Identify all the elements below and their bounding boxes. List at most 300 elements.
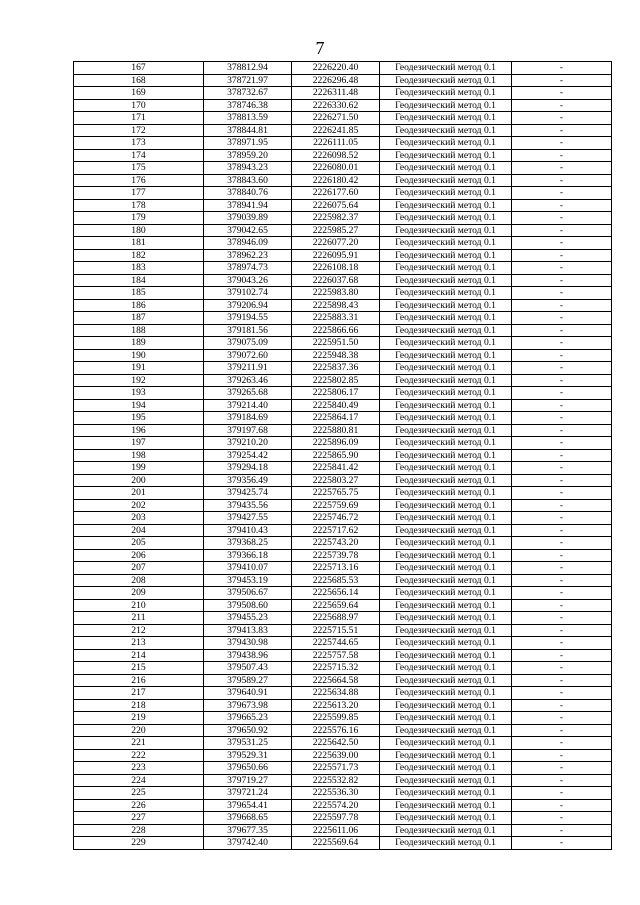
y-coordinate-cell: 2225841.42 [292, 462, 380, 475]
point-number-cell: 176 [74, 174, 204, 187]
method-cell: Геодезический метод 0.1 [380, 462, 512, 475]
table-row [74, 149, 612, 162]
table-row [74, 662, 612, 675]
table-row [74, 262, 612, 275]
note-cell: - [512, 474, 612, 487]
x-coordinate-cell: 379430.98 [204, 637, 292, 650]
x-coordinate-cell: 378943.23 [204, 162, 292, 175]
method-cell: Геодезический метод 0.1 [380, 749, 512, 762]
point-number-cell: 193 [74, 387, 204, 400]
y-coordinate-cell: 2225864.17 [292, 412, 380, 425]
x-coordinate-cell: 379507.43 [204, 662, 292, 675]
point-number-cell: 195 [74, 412, 204, 425]
y-coordinate-cell: 2226095.91 [292, 249, 380, 262]
table-row [74, 137, 612, 150]
x-coordinate-cell: 379654.41 [204, 799, 292, 812]
method-cell: Геодезический метод 0.1 [380, 662, 512, 675]
point-number-cell: 180 [74, 224, 204, 237]
y-coordinate-cell: 2226111.05 [292, 137, 380, 150]
note-cell: - [512, 599, 612, 612]
table-row [74, 437, 612, 450]
point-number-cell: 212 [74, 624, 204, 637]
note-cell: - [512, 787, 612, 800]
table-row [74, 349, 612, 362]
y-coordinate-cell: 2225634.88 [292, 687, 380, 700]
note-cell: - [512, 537, 612, 550]
y-coordinate-cell: 2226075.64 [292, 199, 380, 212]
method-cell: Геодезический метод 0.1 [380, 774, 512, 787]
y-coordinate-cell: 2225613.20 [292, 699, 380, 712]
method-cell: Геодезический метод 0.1 [380, 137, 512, 150]
point-number-cell: 217 [74, 687, 204, 700]
table-row [74, 337, 612, 350]
table-row [74, 612, 612, 625]
table-row [74, 162, 612, 175]
point-number-cell: 183 [74, 262, 204, 275]
method-cell: Геодезический метод 0.1 [380, 362, 512, 375]
point-number-cell: 206 [74, 549, 204, 562]
point-number-cell: 226 [74, 799, 204, 812]
point-number-cell: 207 [74, 562, 204, 575]
point-number-cell: 173 [74, 137, 204, 150]
method-cell: Геодезический метод 0.1 [380, 249, 512, 262]
method-cell: Геодезический метод 0.1 [380, 224, 512, 237]
x-coordinate-cell: 379589.27 [204, 674, 292, 687]
x-coordinate-cell: 379650.92 [204, 724, 292, 737]
y-coordinate-cell: 2225639.00 [292, 749, 380, 762]
method-cell: Геодезический метод 0.1 [380, 762, 512, 775]
y-coordinate-cell: 2225685.53 [292, 574, 380, 587]
method-cell: Геодезический метод 0.1 [380, 499, 512, 512]
y-coordinate-cell: 2225757.58 [292, 649, 380, 662]
note-cell: - [512, 487, 612, 500]
note-cell: - [512, 299, 612, 312]
x-coordinate-cell: 379265.68 [204, 387, 292, 400]
method-cell: Геодезический метод 0.1 [380, 637, 512, 650]
note-cell: - [512, 349, 612, 362]
method-cell: Геодезический метод 0.1 [380, 587, 512, 600]
point-number-cell: 202 [74, 499, 204, 512]
y-coordinate-cell: 2225837.36 [292, 362, 380, 375]
note-cell: - [512, 387, 612, 400]
point-number-cell: 214 [74, 649, 204, 662]
note-cell: - [512, 324, 612, 337]
note-cell: - [512, 174, 612, 187]
note-cell: - [512, 137, 612, 150]
point-number-cell: 192 [74, 374, 204, 387]
note-cell: - [512, 549, 612, 562]
y-coordinate-cell: 2225744.65 [292, 637, 380, 650]
point-number-cell: 218 [74, 699, 204, 712]
x-coordinate-cell: 379263.46 [204, 374, 292, 387]
y-coordinate-cell: 2226098.52 [292, 149, 380, 162]
table-row [74, 487, 612, 500]
note-cell: - [512, 212, 612, 225]
table-row [74, 499, 612, 512]
x-coordinate-cell: 378941.94 [204, 199, 292, 212]
y-coordinate-cell: 2226330.62 [292, 99, 380, 112]
table-row [74, 249, 612, 262]
method-cell: Геодезический метод 0.1 [380, 287, 512, 300]
note-cell: - [512, 262, 612, 275]
y-coordinate-cell: 2225982.37 [292, 212, 380, 225]
x-coordinate-cell: 379075.09 [204, 337, 292, 350]
x-coordinate-cell: 379211.91 [204, 362, 292, 375]
method-cell: Геодезический метод 0.1 [380, 212, 512, 225]
x-coordinate-cell: 379039.89 [204, 212, 292, 225]
note-cell: - [512, 749, 612, 762]
method-cell: Геодезический метод 0.1 [380, 174, 512, 187]
y-coordinate-cell: 2225865.90 [292, 449, 380, 462]
x-coordinate-cell: 379184.69 [204, 412, 292, 425]
point-number-cell: 215 [74, 662, 204, 675]
y-coordinate-cell: 2226177.60 [292, 187, 380, 200]
point-number-cell: 208 [74, 574, 204, 587]
method-cell: Геодезический метод 0.1 [380, 574, 512, 587]
y-coordinate-cell: 2225948.38 [292, 349, 380, 362]
x-coordinate-cell: 378843.60 [204, 174, 292, 187]
point-number-cell: 175 [74, 162, 204, 175]
method-cell: Геодезический метод 0.1 [380, 599, 512, 612]
x-coordinate-cell: 379206.94 [204, 299, 292, 312]
y-coordinate-cell: 2225659.64 [292, 599, 380, 612]
method-cell: Геодезический метод 0.1 [380, 812, 512, 825]
table-row [74, 812, 612, 825]
point-number-cell: 182 [74, 249, 204, 262]
table-row [74, 174, 612, 187]
x-coordinate-cell: 379668.65 [204, 812, 292, 825]
table-row [74, 737, 612, 750]
note-cell: - [512, 337, 612, 350]
y-coordinate-cell: 2225746.72 [292, 512, 380, 525]
table-row [74, 112, 612, 125]
point-number-cell: 190 [74, 349, 204, 362]
table-row [74, 587, 612, 600]
table-row [74, 537, 612, 550]
x-coordinate-cell: 379677.35 [204, 824, 292, 837]
table-row [74, 362, 612, 375]
table-row [74, 62, 612, 75]
point-number-cell: 229 [74, 837, 204, 850]
method-cell: Геодезический метод 0.1 [380, 262, 512, 275]
x-coordinate-cell: 379531.25 [204, 737, 292, 750]
x-coordinate-cell: 379043.26 [204, 274, 292, 287]
x-coordinate-cell: 379425.74 [204, 487, 292, 500]
y-coordinate-cell: 2225576.16 [292, 724, 380, 737]
method-cell: Геодезический метод 0.1 [380, 562, 512, 575]
point-number-cell: 188 [74, 324, 204, 337]
x-coordinate-cell: 379356.49 [204, 474, 292, 487]
table-row [74, 774, 612, 787]
x-coordinate-cell: 379413.83 [204, 624, 292, 637]
x-coordinate-cell: 378732.67 [204, 87, 292, 100]
method-cell: Геодезический метод 0.1 [380, 112, 512, 125]
note-cell: - [512, 74, 612, 87]
y-coordinate-cell: 2225803.27 [292, 474, 380, 487]
note-cell: - [512, 512, 612, 525]
y-coordinate-cell: 2225599.85 [292, 712, 380, 725]
x-coordinate-cell: 379072.60 [204, 349, 292, 362]
y-coordinate-cell: 2226220.40 [292, 62, 380, 75]
x-coordinate-cell: 378844.81 [204, 124, 292, 137]
note-cell: - [512, 99, 612, 112]
note-cell: - [512, 274, 612, 287]
y-coordinate-cell: 2226077.20 [292, 237, 380, 250]
method-cell: Геодезический метод 0.1 [380, 624, 512, 637]
x-coordinate-cell: 379181.56 [204, 324, 292, 337]
x-coordinate-cell: 379294.18 [204, 462, 292, 475]
x-coordinate-cell: 379742.40 [204, 837, 292, 850]
y-coordinate-cell: 2225802.85 [292, 374, 380, 387]
note-cell: - [512, 812, 612, 825]
note-cell: - [512, 312, 612, 325]
note-cell: - [512, 124, 612, 137]
table-row [74, 74, 612, 87]
y-coordinate-cell: 2225715.51 [292, 624, 380, 637]
method-cell: Геодезический метод 0.1 [380, 99, 512, 112]
note-cell: - [512, 699, 612, 712]
point-number-cell: 198 [74, 449, 204, 462]
table-row [74, 562, 612, 575]
y-coordinate-cell: 2225569.64 [292, 837, 380, 850]
note-cell: - [512, 437, 612, 450]
y-coordinate-cell: 2225739.78 [292, 549, 380, 562]
x-coordinate-cell: 378946.09 [204, 237, 292, 250]
method-cell: Геодезический метод 0.1 [380, 187, 512, 200]
y-coordinate-cell: 2226080.01 [292, 162, 380, 175]
x-coordinate-cell: 379665.23 [204, 712, 292, 725]
point-number-cell: 189 [74, 337, 204, 350]
y-coordinate-cell: 2225759.69 [292, 499, 380, 512]
point-number-cell: 225 [74, 787, 204, 800]
y-coordinate-cell: 2226271.50 [292, 112, 380, 125]
point-number-cell: 221 [74, 737, 204, 750]
x-coordinate-cell: 379210.20 [204, 437, 292, 450]
y-coordinate-cell: 2225611.06 [292, 824, 380, 837]
table-row [74, 762, 612, 775]
note-cell: - [512, 462, 612, 475]
table-row [74, 824, 612, 837]
table-row [74, 412, 612, 425]
point-number-cell: 169 [74, 87, 204, 100]
point-number-cell: 167 [74, 62, 204, 75]
method-cell: Геодезический метод 0.1 [380, 612, 512, 625]
point-number-cell: 170 [74, 99, 204, 112]
method-cell: Геодезический метод 0.1 [380, 274, 512, 287]
table-row [74, 324, 612, 337]
table-row [74, 749, 612, 762]
table-row [74, 374, 612, 387]
point-number-cell: 204 [74, 524, 204, 537]
x-coordinate-cell: 379508.60 [204, 599, 292, 612]
method-cell: Геодезический метод 0.1 [380, 799, 512, 812]
x-coordinate-cell: 378812.94 [204, 62, 292, 75]
point-number-cell: 216 [74, 674, 204, 687]
note-cell: - [512, 499, 612, 512]
point-number-cell: 213 [74, 637, 204, 650]
note-cell: - [512, 662, 612, 675]
table-row [74, 787, 612, 800]
table-row [74, 549, 612, 562]
x-coordinate-cell: 378971.95 [204, 137, 292, 150]
note-cell: - [512, 412, 612, 425]
method-cell: Геодезический метод 0.1 [380, 149, 512, 162]
point-number-cell: 196 [74, 424, 204, 437]
table-row [74, 624, 612, 637]
x-coordinate-cell: 379453.19 [204, 574, 292, 587]
note-cell: - [512, 149, 612, 162]
point-number-cell: 227 [74, 812, 204, 825]
method-cell: Геодезический метод 0.1 [380, 837, 512, 850]
table-row [74, 687, 612, 700]
coordinates-table-body [74, 62, 612, 850]
note-cell: - [512, 237, 612, 250]
x-coordinate-cell: 379438.96 [204, 649, 292, 662]
x-coordinate-cell: 378962.23 [204, 249, 292, 262]
point-number-cell: 197 [74, 437, 204, 450]
x-coordinate-cell: 379102.74 [204, 287, 292, 300]
x-coordinate-cell: 378840.76 [204, 187, 292, 200]
method-cell: Геодезический метод 0.1 [380, 449, 512, 462]
note-cell: - [512, 774, 612, 787]
x-coordinate-cell: 379529.31 [204, 749, 292, 762]
point-number-cell: 211 [74, 612, 204, 625]
x-coordinate-cell: 379410.43 [204, 524, 292, 537]
y-coordinate-cell: 2225985.27 [292, 224, 380, 237]
method-cell: Геодезический метод 0.1 [380, 699, 512, 712]
coordinates-table [73, 61, 612, 850]
table-row [74, 674, 612, 687]
note-cell: - [512, 587, 612, 600]
y-coordinate-cell: 2225574.20 [292, 799, 380, 812]
point-number-cell: 222 [74, 749, 204, 762]
y-coordinate-cell: 2225896.09 [292, 437, 380, 450]
table-row [74, 124, 612, 137]
table-row [74, 312, 612, 325]
point-number-cell: 210 [74, 599, 204, 612]
point-number-cell: 179 [74, 212, 204, 225]
method-cell: Геодезический метод 0.1 [380, 87, 512, 100]
method-cell: Геодезический метод 0.1 [380, 824, 512, 837]
y-coordinate-cell: 2225715.32 [292, 662, 380, 675]
note-cell: - [512, 224, 612, 237]
note-cell: - [512, 199, 612, 212]
point-number-cell: 177 [74, 187, 204, 200]
note-cell: - [512, 249, 612, 262]
y-coordinate-cell: 2226311.48 [292, 87, 380, 100]
note-cell: - [512, 287, 612, 300]
table-row [74, 637, 612, 650]
y-coordinate-cell: 2225898.43 [292, 299, 380, 312]
x-coordinate-cell: 379410.07 [204, 562, 292, 575]
note-cell: - [512, 187, 612, 200]
table-row [74, 199, 612, 212]
method-cell: Геодезический метод 0.1 [380, 62, 512, 75]
note-cell: - [512, 799, 612, 812]
point-number-cell: 185 [74, 287, 204, 300]
method-cell: Геодезический метод 0.1 [380, 737, 512, 750]
note-cell: - [512, 524, 612, 537]
point-number-cell: 171 [74, 112, 204, 125]
method-cell: Геодезический метод 0.1 [380, 162, 512, 175]
method-cell: Геодезический метод 0.1 [380, 687, 512, 700]
y-coordinate-cell: 2226180.42 [292, 174, 380, 187]
point-number-cell: 219 [74, 712, 204, 725]
page-number: 7 [315, 38, 325, 58]
x-coordinate-cell: 378813.59 [204, 112, 292, 125]
point-number-cell: 201 [74, 487, 204, 500]
note-cell: - [512, 362, 612, 375]
y-coordinate-cell: 2225765.75 [292, 487, 380, 500]
table-row [74, 649, 612, 662]
point-number-cell: 174 [74, 149, 204, 162]
method-cell: Геодезический метод 0.1 [380, 724, 512, 737]
x-coordinate-cell: 378959.20 [204, 149, 292, 162]
method-cell: Геодезический метод 0.1 [380, 649, 512, 662]
point-number-cell: 228 [74, 824, 204, 837]
point-number-cell: 191 [74, 362, 204, 375]
note-cell: - [512, 674, 612, 687]
table-row [74, 212, 612, 225]
y-coordinate-cell: 2226296.48 [292, 74, 380, 87]
table-row [74, 449, 612, 462]
note-cell: - [512, 649, 612, 662]
method-cell: Геодезический метод 0.1 [380, 374, 512, 387]
y-coordinate-cell: 2225951.50 [292, 337, 380, 350]
table-row [74, 512, 612, 525]
y-coordinate-cell: 2225840.49 [292, 399, 380, 412]
point-number-cell: 220 [74, 724, 204, 737]
point-number-cell: 181 [74, 237, 204, 250]
point-number-cell: 186 [74, 299, 204, 312]
method-cell: Геодезический метод 0.1 [380, 399, 512, 412]
x-coordinate-cell: 379719.27 [204, 774, 292, 787]
note-cell: - [512, 399, 612, 412]
x-coordinate-cell: 379721.24 [204, 787, 292, 800]
x-coordinate-cell: 378974.73 [204, 262, 292, 275]
x-coordinate-cell: 379427.55 [204, 512, 292, 525]
table-row [74, 287, 612, 300]
point-number-cell: 168 [74, 74, 204, 87]
table-row [74, 274, 612, 287]
table-row [74, 237, 612, 250]
table-row [74, 299, 612, 312]
point-number-cell: 200 [74, 474, 204, 487]
point-number-cell: 178 [74, 199, 204, 212]
point-number-cell: 205 [74, 537, 204, 550]
table-row [74, 712, 612, 725]
point-number-cell: 187 [74, 312, 204, 325]
table-row [74, 387, 612, 400]
x-coordinate-cell: 379650.66 [204, 762, 292, 775]
note-cell: - [512, 112, 612, 125]
method-cell: Геодезический метод 0.1 [380, 387, 512, 400]
table-row [74, 574, 612, 587]
y-coordinate-cell: 2226108.18 [292, 262, 380, 275]
method-cell: Геодезический метод 0.1 [380, 299, 512, 312]
x-coordinate-cell: 379366.18 [204, 549, 292, 562]
table-row [74, 724, 612, 737]
method-cell: Геодезический метод 0.1 [380, 412, 512, 425]
table-row [74, 462, 612, 475]
y-coordinate-cell: 2225642.50 [292, 737, 380, 750]
point-number-cell: 224 [74, 774, 204, 787]
note-cell: - [512, 574, 612, 587]
x-coordinate-cell: 379640.91 [204, 687, 292, 700]
note-cell: - [512, 837, 612, 850]
method-cell: Геодезический метод 0.1 [380, 424, 512, 437]
y-coordinate-cell: 2225664.58 [292, 674, 380, 687]
